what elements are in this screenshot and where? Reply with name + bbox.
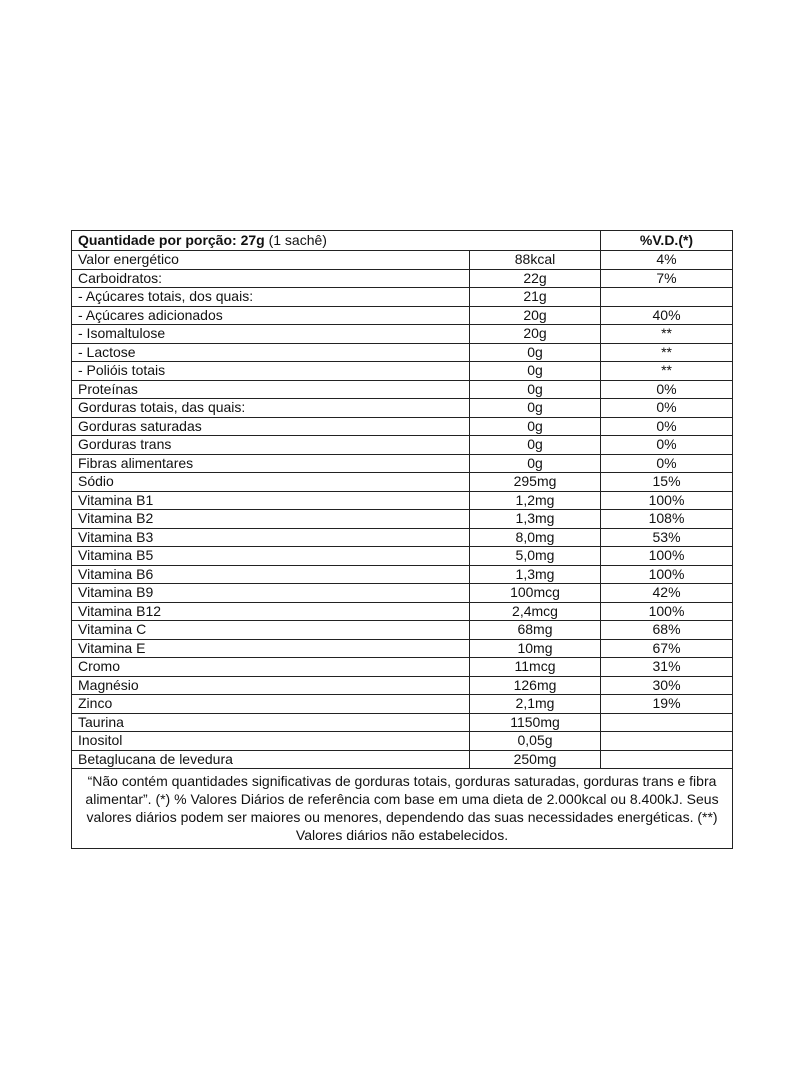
nutrient-daily-value: 100% <box>601 602 733 621</box>
nutrient-daily-value: 15% <box>601 473 733 492</box>
nutrient-amount: 20g <box>470 306 601 325</box>
nutrient-name: Fibras alimentares <box>72 454 470 473</box>
nutrient-name: Gorduras saturadas <box>72 417 470 436</box>
nutrient-amount: 250mg <box>470 750 601 769</box>
table-row <box>72 362 733 381</box>
table-row <box>72 713 733 732</box>
nutrient-name: Magnésio <box>72 676 470 695</box>
nutrient-name: - Polióis totais <box>72 362 470 381</box>
nutrient-daily-value <box>601 713 733 732</box>
nutrient-daily-value: ** <box>601 325 733 344</box>
portion-label: Quantidade por porção: 27g <box>78 231 265 248</box>
nutrient-name: Proteínas <box>72 380 470 399</box>
nutrient-daily-value: 4% <box>601 251 733 270</box>
nutrient-daily-value: 7% <box>601 269 733 288</box>
footnote-row <box>72 769 733 849</box>
nutrient-amount: 22g <box>470 269 601 288</box>
table-row <box>72 528 733 547</box>
table-row <box>72 750 733 769</box>
table-row <box>72 547 733 566</box>
nutrient-name: Vitamina C <box>72 621 470 640</box>
nutrient-daily-value: 42% <box>601 584 733 603</box>
nutrient-name: Vitamina B6 <box>72 565 470 584</box>
nutrient-name: - Isomaltulose <box>72 325 470 344</box>
nutrient-amount: 126mg <box>470 676 601 695</box>
table-header-row <box>72 231 733 251</box>
table-row <box>72 380 733 399</box>
nutrient-amount: 8,0mg <box>470 528 601 547</box>
nutrient-amount: 0,05g <box>470 732 601 751</box>
table-row <box>72 454 733 473</box>
table-row <box>72 269 733 288</box>
nutrient-daily-value: 53% <box>601 528 733 547</box>
nutrient-amount: 295mg <box>470 473 601 492</box>
nutrient-name: Cromo <box>72 658 470 677</box>
portion-header <box>72 231 601 251</box>
nutrient-name: Betaglucana de levedura <box>72 750 470 769</box>
nutrient-daily-value: 31% <box>601 658 733 677</box>
nutrient-name: Zinco <box>72 695 470 714</box>
nutrient-amount: 5,0mg <box>470 547 601 566</box>
table-row <box>72 621 733 640</box>
nutrient-daily-value: 0% <box>601 399 733 418</box>
table-row <box>72 565 733 584</box>
nutrient-amount: 21g <box>470 288 601 307</box>
nutrient-daily-value <box>601 732 733 751</box>
nutrient-amount: 88kcal <box>470 251 601 270</box>
nutrient-name: Gorduras trans <box>72 436 470 455</box>
nutrient-amount: 0g <box>470 436 601 455</box>
nutrient-amount: 0g <box>470 454 601 473</box>
nutrient-daily-value: 68% <box>601 621 733 640</box>
nutrient-amount: 68mg <box>470 621 601 640</box>
nutrient-name: Inositol <box>72 732 470 751</box>
nutrient-amount: 0g <box>470 417 601 436</box>
nutrient-daily-value: 100% <box>601 491 733 510</box>
nutrient-name: Vitamina B2 <box>72 510 470 529</box>
nutrient-daily-value: 0% <box>601 380 733 399</box>
portion-unit-label: (1 sachê) <box>264 231 327 248</box>
nutrient-daily-value: 40% <box>601 306 733 325</box>
table-row <box>72 658 733 677</box>
nutrient-name: - Açúcares totais, dos quais: <box>72 288 470 307</box>
nutrient-daily-value: 0% <box>601 454 733 473</box>
nutrient-name: Vitamina B9 <box>72 584 470 603</box>
table-row <box>72 639 733 658</box>
table-row <box>72 343 733 362</box>
nutrient-daily-value: 30% <box>601 676 733 695</box>
footnote-text: “Não contém quantidades significativas de gorduras totais, gorduras saturadas, gorduras trans e fibra alimentar”. (*) % Valores Diários de referência com base em uma dieta de 2.000kcal ou 8.400kJ. Seus valores diários podem ser maiores ou menores, dependendo das suas necessidades energéticas. (**) Valores diários não estabelecidos. <box>72 769 733 849</box>
nutrient-amount: 11mcg <box>470 658 601 677</box>
nutrient-name: Taurina <box>72 713 470 732</box>
nutrient-daily-value: 100% <box>601 565 733 584</box>
nutrient-amount: 2,1mg <box>470 695 601 714</box>
table-row <box>72 473 733 492</box>
nutrient-amount: 1,3mg <box>470 565 601 584</box>
nutrient-name: Vitamina B5 <box>72 547 470 566</box>
nutrient-name: Gorduras totais, das quais: <box>72 399 470 418</box>
nutrient-amount: 0g <box>470 399 601 418</box>
nutrient-daily-value: 67% <box>601 639 733 658</box>
nutrient-name: Vitamina E <box>72 639 470 658</box>
nutrient-daily-value: 0% <box>601 436 733 455</box>
nutrition-table-body <box>72 231 733 849</box>
nutrient-amount: 1,3mg <box>470 510 601 529</box>
table-row <box>72 602 733 621</box>
nutrient-name: - Lactose <box>72 343 470 362</box>
nutrient-daily-value: ** <box>601 362 733 381</box>
table-row <box>72 306 733 325</box>
nutrient-amount: 2,4mcg <box>470 602 601 621</box>
nutrient-amount: 0g <box>470 343 601 362</box>
table-row <box>72 510 733 529</box>
table-row <box>72 251 733 270</box>
nutrient-amount: 1,2mg <box>470 491 601 510</box>
nutrient-daily-value: 19% <box>601 695 733 714</box>
nutrient-name: - Açúcares adicionados <box>72 306 470 325</box>
nutrient-amount: 0g <box>470 362 601 381</box>
nutrient-name: Vitamina B1 <box>72 491 470 510</box>
nutrient-daily-value <box>601 288 733 307</box>
nutrient-daily-value: ** <box>601 343 733 362</box>
nutrient-amount: 10mg <box>470 639 601 658</box>
nutrient-amount: 100mcg <box>470 584 601 603</box>
table-row <box>72 325 733 344</box>
nutrient-daily-value: 0% <box>601 417 733 436</box>
table-row <box>72 399 733 418</box>
table-row <box>72 732 733 751</box>
table-row <box>72 676 733 695</box>
nutrient-daily-value: 108% <box>601 510 733 529</box>
vd-header: %V.D.(*) <box>601 231 733 251</box>
table-row <box>72 288 733 307</box>
table-row <box>72 695 733 714</box>
nutrient-daily-value <box>601 750 733 769</box>
nutrient-name: Vitamina B12 <box>72 602 470 621</box>
nutrition-facts-table <box>71 230 733 849</box>
nutrient-daily-value: 100% <box>601 547 733 566</box>
table-row <box>72 417 733 436</box>
table-row <box>72 436 733 455</box>
table-row <box>72 491 733 510</box>
nutrient-name: Vitamina B3 <box>72 528 470 547</box>
nutrient-name: Valor energético <box>72 251 470 270</box>
nutrient-amount: 0g <box>470 380 601 399</box>
nutrient-name: Carboidratos: <box>72 269 470 288</box>
nutrient-name: Sódio <box>72 473 470 492</box>
nutrient-amount: 20g <box>470 325 601 344</box>
nutrient-amount: 1150mg <box>470 713 601 732</box>
table-row <box>72 584 733 603</box>
